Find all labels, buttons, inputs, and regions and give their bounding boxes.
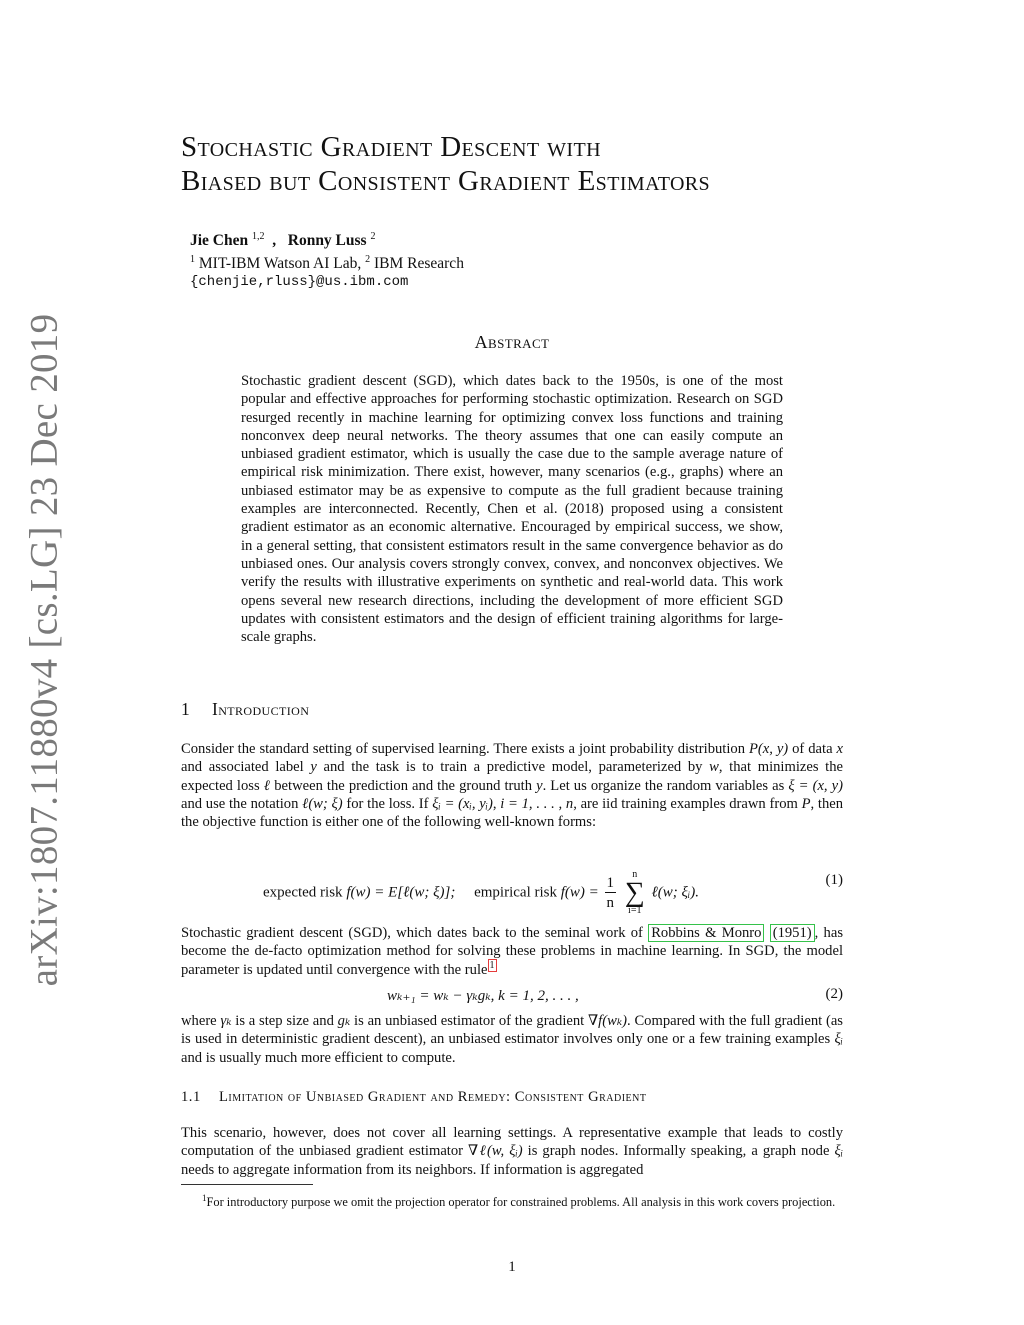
empirical-risk-lhs: f(w) = <box>560 884 599 901</box>
section-heading-introduction <box>181 699 309 720</box>
footnote-mark: 1 <box>202 1193 207 1203</box>
text: , are iid training examples drawn from <box>573 795 802 812</box>
affiliations <box>190 250 464 273</box>
footnote-link[interactable]: 1 <box>489 959 495 971</box>
math: ∇ℓ(w, ξᵢ) <box>468 1143 523 1160</box>
intro-paragraph-1 <box>181 740 843 831</box>
text: is graph nodes. Informally speaking, a graph node <box>522 1143 835 1160</box>
paper-title <box>181 130 710 198</box>
abstract-heading: Abstract <box>474 332 550 352</box>
math: P <box>801 795 811 812</box>
text: of data <box>788 741 837 757</box>
text: This scenario, however, does not cover all learning settings. A representative example that leads to costly computation of the unbiased gradient estimator <box>181 1125 843 1160</box>
affil-2: IBM Research <box>373 255 464 273</box>
sum-sign: ∑ <box>624 877 645 908</box>
math: x <box>836 741 843 757</box>
text: , <box>492 795 501 812</box>
text: and is usually much more efficient to compute. <box>181 1049 456 1066</box>
math: y <box>310 759 317 776</box>
author-1-affil: 1,2 <box>252 231 265 242</box>
affil-1-mark: 1 <box>190 254 195 266</box>
sum-lower: i=1 <box>628 905 642 916</box>
equation-number-2: (2) <box>825 986 843 1002</box>
empirical-risk-label: empirical risk <box>474 884 557 901</box>
subsection-title: Limitation of Unbiased Gradient and Remedy: Consistent Gradient <box>219 1089 647 1105</box>
author-2: Ronny Luss <box>287 232 367 250</box>
title-line-2: Biased but Consistent Gradient Estimators <box>181 165 711 197</box>
citation-year[interactable]: (1951) <box>770 924 815 942</box>
text: is an unbiased estimator of the gradient <box>350 1013 588 1029</box>
page-number: 1 <box>508 1259 516 1275</box>
math: P(x, y) <box>748 741 789 757</box>
abstract-text: Stochastic gradient descent (SGD), which dates back to the 1950s, is one of the most popular and effective approaches for performing stochastic optimization. Research on SGD resurged recently in machine learning for optimizing convex loss functions and training nonconvex deep neural networks. The theory assumes that one can easily compute an unbiased gradient estimator, which is usually the case due to the sample average nature of empirical risk minimization. There exist, however, many scenarios (e.g., graphs) where an unbiased estimator may be as expensive to compute as the full gradient because training examples are interconnected. Recently, Chen et al. (2018) proposed using a consistent gradient estimator as an economic alternative. Encouraged by empirical success, we show, in a general setting, that consistent estimators result in the same convergence behavior as do unbiased ones. Our analysis covers strongly convex, convex, and nonconvex objectives. We verify the results with illustrative experiments on synthetic and real-world data. This work opens several new research directions, including the development of more efficient SGD updates with consistent estimators and the design of efficient training algorithms for large-scale graphs. <box>241 373 783 646</box>
text: and associated label <box>181 759 311 776</box>
section-number: 1 <box>181 699 191 719</box>
equation-number-1: (1) <box>825 872 843 888</box>
math: y <box>536 777 543 794</box>
fraction-numerator: 1 <box>606 874 615 891</box>
citation-robbins-monro[interactable]: Robbins & Monro <box>648 924 764 942</box>
expected-risk-label: expected risk <box>263 884 343 901</box>
text: , that minimizes the expected loss <box>181 759 843 794</box>
footnote <box>181 1190 843 1211</box>
section-title: Introduction <box>212 699 310 719</box>
summation <box>625 870 645 916</box>
title-line-1: Stochastic Gradient Descent with <box>181 131 601 163</box>
text: Consider the standard setting of supervised learning. There exists a joint probability distribution <box>181 741 749 757</box>
text: and use the notation <box>181 795 303 812</box>
math: ξᵢ <box>834 1143 844 1160</box>
math: i = 1, . . . , n <box>500 795 574 812</box>
text: , has become the de-facto optimization method for solving these problems in machine learning. In SGD, the model parameter is updated until convergence with the rule <box>181 925 844 978</box>
empirical-risk-rhs: ℓ(w; ξᵢ). <box>651 884 700 901</box>
author-1: Jie Chen <box>190 232 249 250</box>
text: and the task is to train a predictive model, parameterized by <box>316 759 710 776</box>
math: gₖ <box>337 1013 351 1029</box>
text: needs to aggregate information from its neighbors. If information is aggregated <box>181 1161 644 1178</box>
equation-1-body <box>263 870 699 916</box>
author-names: Jie Chen $^{1,2}$ , Ronny Luss $^2$ <box>190 231 376 250</box>
math: w <box>709 759 719 776</box>
affil-1: MIT-IBM Watson AI Lab, <box>198 255 362 273</box>
math: ξᵢ = (xᵢ, yᵢ) <box>432 795 493 812</box>
sum-upper: n <box>632 869 638 880</box>
subsection-heading <box>181 1089 647 1106</box>
author-2-affil: 2 <box>370 231 376 242</box>
text: where <box>181 1013 221 1029</box>
text: between the prediction and the ground truth <box>270 777 537 794</box>
footnote-text: For introductory purpose we omit the projection operator for constrained problems. All analysis in this work covers projection. <box>206 1195 836 1210</box>
intro-paragraph-3 <box>181 1012 843 1067</box>
equation-2-body: wₖ₊₁ = wₖ − γₖgₖ, k = 1, 2, . . . , <box>387 988 579 1004</box>
math: ∇f(wₖ) <box>587 1013 628 1029</box>
math: ℓ(w; ξ) <box>302 795 343 812</box>
equation-1 <box>181 858 843 916</box>
arxiv-stamp: arXiv:1807.11880v4 [cs.LG] 23 Dec 2019 <box>22 313 66 987</box>
footnote-rule <box>181 1184 313 1185</box>
text: Stochastic gradient descent (SGD), which dates back to the seminal work of <box>181 925 649 941</box>
math: ξ = (x, y) <box>788 777 843 794</box>
text: . Compared with the full gradient (as is used in deterministic gradient descent), an unbiased estimator involves only one or a few training examples <box>181 1013 843 1048</box>
intro-paragraph-2 <box>181 924 843 979</box>
affil-2-mark: 2 <box>365 254 371 266</box>
subsection-number: 1.1 <box>181 1089 201 1105</box>
equation-2 <box>181 986 843 1008</box>
math: ℓ <box>263 777 271 794</box>
author-block <box>190 227 464 292</box>
text: . Let us organize the random variables as <box>542 777 789 794</box>
subsection-paragraph-1 <box>181 1124 843 1179</box>
fraction <box>605 874 617 913</box>
math: γₖ <box>220 1013 232 1029</box>
expected-risk-expr: f(w) = E[ℓ(w; ξ)]; <box>346 884 456 901</box>
text: , then the objective function is either one of the following well-known forms: <box>181 795 844 831</box>
text: is a step size and <box>231 1013 338 1029</box>
fraction-denominator: n <box>606 894 615 911</box>
math: ξᵢ <box>834 1031 843 1048</box>
author-email: {chenjie,rluss}@us.ibm.com <box>190 274 409 291</box>
text: for the loss. If <box>342 795 433 812</box>
